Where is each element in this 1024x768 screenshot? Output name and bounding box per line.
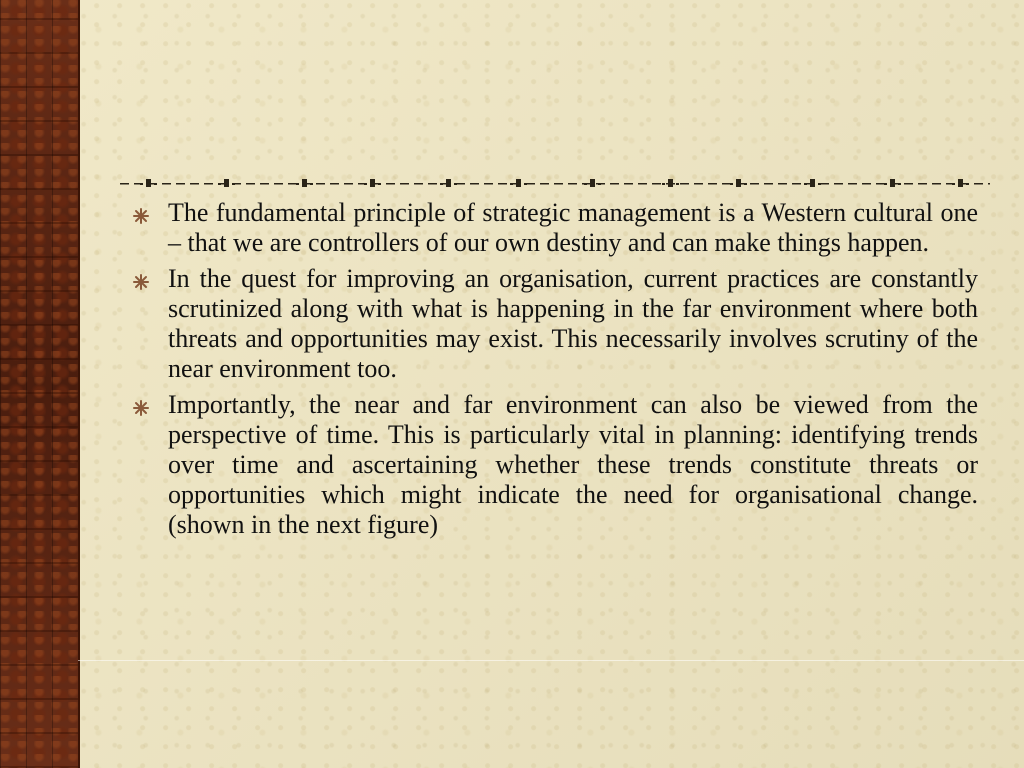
decorative-wood-strip [0, 0, 80, 768]
bullet-text: Importantly, the near and far environment can also be viewed from the perspective of time. This is particularly vital in planning: identifying trends over time and ascertaining whether these trends constitute threats or opportunities which might indicate the need for organisational change. (shown in the next figure) [168, 390, 978, 539]
slide-content [132, 198, 978, 546]
bottom-rule [78, 660, 1024, 661]
bullet-item [132, 390, 978, 540]
asterisk-bullet-icon [132, 399, 150, 417]
bullet-item [132, 264, 978, 384]
dashed-divider [120, 176, 990, 190]
asterisk-bullet-icon [132, 207, 150, 225]
bullet-text: In the quest for improving an organisation, current practices are constantly scrutinized along with what is happening in the far environment where both threats and opportunities may exist. This necessarily involves scrutiny of the near environment too. [168, 264, 978, 383]
bullet-text: The fundamental principle of strategic management is a Western cultural one – that we are controllers of our own destiny and can make things happen. [168, 198, 978, 257]
asterisk-bullet-icon [132, 273, 150, 291]
bullet-item [132, 198, 978, 258]
